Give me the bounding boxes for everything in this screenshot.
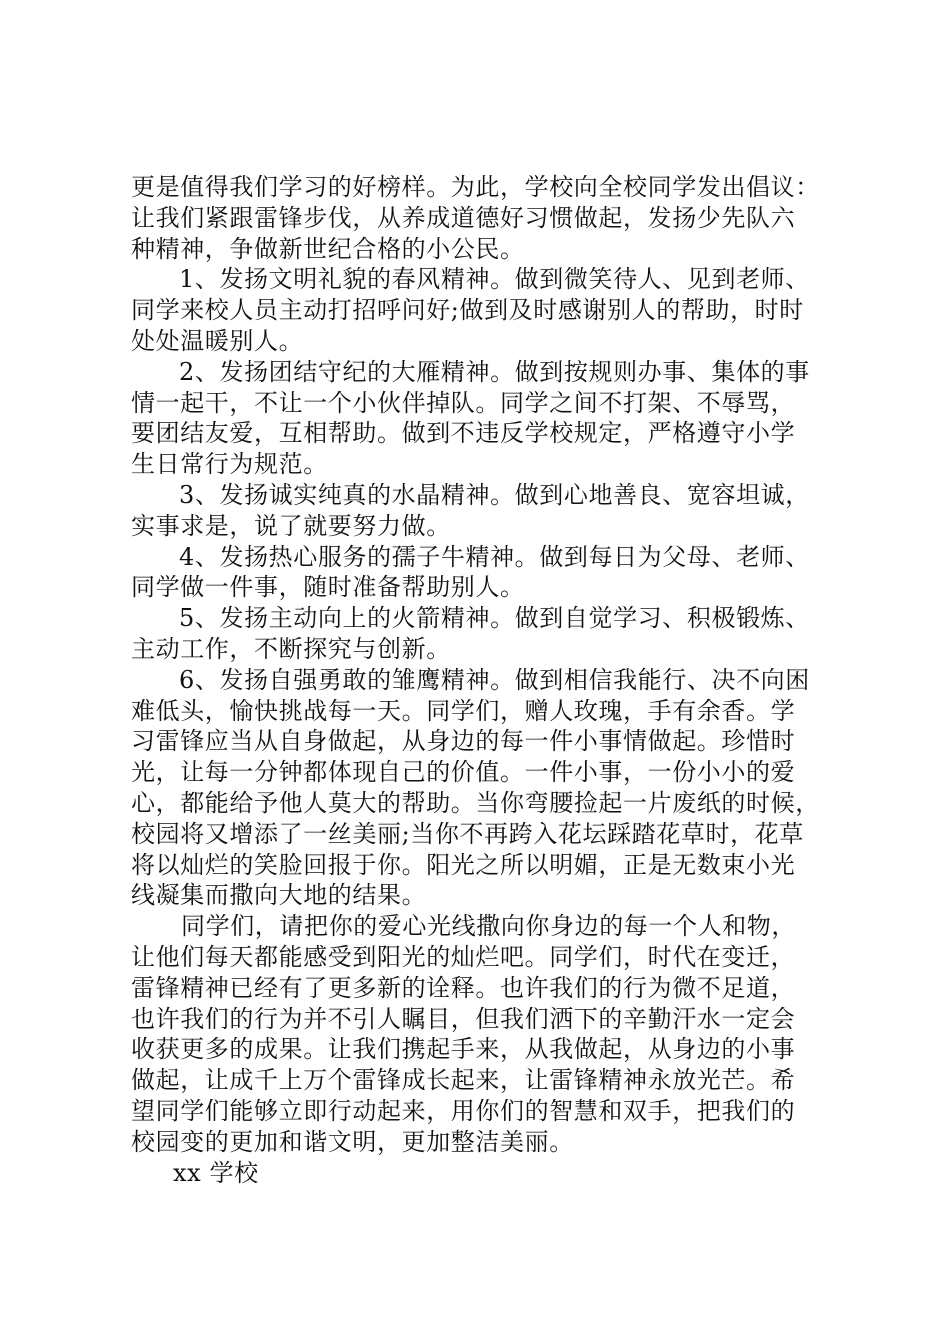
text-line: 将以灿烂的笑脸回报于你。阳光之所以明媚，正是无数束小光 [131,850,796,879]
text-line: 让我们紧跟雷锋步伐，从养成道德好习惯做起，发扬少先队六 [131,203,796,232]
text-line: 望同学们能够立即行动起来，用你们的智慧和双手，把我们的 [131,1096,796,1125]
text-line: 6、发扬自强勇敢的雏鹰精神。做到相信我能行、决不向困 [179,665,810,694]
text-line: 线凝集而撒向大地的结果。 [131,881,427,910]
text-line: 校园变的更加和谐文明，更加整洁美丽。 [131,1127,574,1156]
text-line: 生日常行为规范。 [131,450,328,479]
text-line: 同学来校人员主动打招呼问好;做到及时感谢别人的帮助，时时 [131,296,804,325]
text-line: 收获更多的成果。让我们携起手来，从我做起，从身边的小事 [131,1035,796,1064]
text-line: 校园将又增添了一丝美丽;当你不再跨入花坛踩踏花草时，花草 [131,819,804,848]
text-line: 雷锋精神已经有了更多新的诠释。也许我们的行为微不足道， [131,973,796,1002]
text-line: 同学们，请把你的爱心光线撒向你身边的每一个人和物， [181,912,796,941]
text-line: 主动工作，不断探究与创新。 [131,634,451,663]
text-line: 难低头，愉快挑战每一天。同学们，赠人玫瑰，手有余香。学 [131,696,796,725]
document-body [131,172,843,1188]
text-line: 种精神，争做新世纪合格的小公民。 [131,234,525,263]
text-line: 也许我们的行为并不引人瞩目，但我们洒下的辛勤汗水一定会 [131,1004,796,1033]
text-line: 要团结友爱，互相帮助。做到不违反学校规定，严格遵守小学 [131,419,796,448]
text-line: 让他们每天都能感受到阳光的灿烂吧。同学们，时代在变迁， [131,942,796,971]
text-line: 心，都能给予他人莫大的帮助。当你弯腰捡起一片废纸的时候， [131,788,820,817]
text-line: 2、发扬团结守纪的大雁精神。做到按规则办事、集体的事 [179,357,810,386]
text-line: 做起，让成千上万个雷锋成长起来，让雷锋精神永放光芒。希 [131,1066,796,1095]
text-line: 实事求是，说了就要努力做。 [131,511,451,540]
text-line: 更是值得我们学习的好榜样。为此，学校向全校同学发出倡议： [131,173,820,201]
text-line: 3、发扬诚实纯真的水晶精神。做到心地善良、宽容坦诚， [179,480,810,509]
text-line: 光，让每一分钟都体现自己的价值。一件小事，一份小小的爱 [131,758,796,787]
text-line: 1、发扬文明礼貌的春风精神。做到微笑待人、见到老师、 [179,265,810,294]
text-line: 习雷锋应当从自身做起，从身边的每一件小事情做起。珍惜时 [131,727,796,756]
text-line: 同学做一件事，随时准备帮助别人。 [131,573,525,602]
text-line: 5、发扬主动向上的火箭精神。做到自觉学习、积极锻炼、 [179,604,810,633]
text-line: 情一起干，不让一个小伙伴掉队。同学之间不打架、不辱骂， [131,388,796,417]
signature-line: xx 学校 [173,1158,259,1187]
text-line: 4、发扬热心服务的孺子牛精神。做到每日为父母、老师、 [179,542,810,571]
text-line: 处处温暖别人。 [131,326,304,355]
